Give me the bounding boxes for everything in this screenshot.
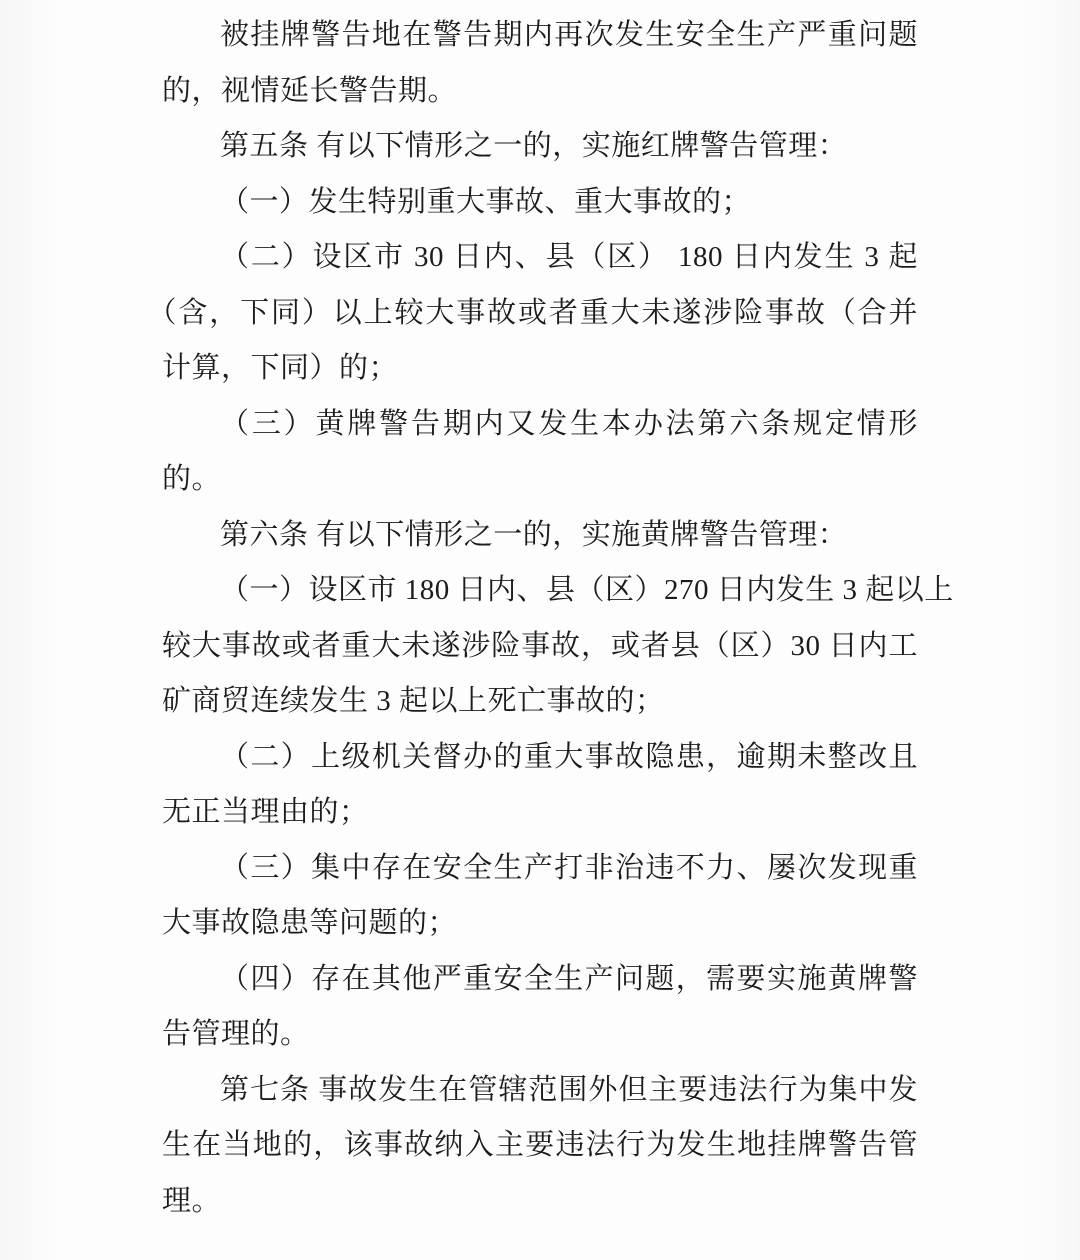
paragraph-article-6 bbox=[162, 508, 918, 564]
text-line: （三）集中存在安全生产打非治违不力、屡次发现重 bbox=[220, 851, 918, 884]
text-line: （一）设区市 180 日内、县（区）270 日内发生 3 起以上 bbox=[220, 574, 954, 606]
text-line: 生在当地的，该事故纳入主要违法行为发生地挂牌警告管 bbox=[162, 1129, 918, 1161]
paragraph-article-7 bbox=[162, 1063, 918, 1230]
text-line: 第五条 有以下情形之一的，实施红牌警告管理： bbox=[220, 130, 848, 162]
text-line: 无正当理由的； bbox=[162, 796, 369, 828]
text-line: （二）设区市 30 日内、县（区） 180 日内发生 3 起 bbox=[220, 241, 918, 273]
text-line: 计算，下同）的； bbox=[162, 352, 399, 384]
paragraph-item-4b bbox=[162, 952, 918, 1063]
text-line: 告管理的。 bbox=[162, 1018, 310, 1050]
text-line: （一）发生特别重大事故、重大事故的； bbox=[220, 185, 752, 218]
text-line: （含，下同）以上较大事故或者重大未遂涉险事故（合并 bbox=[147, 296, 918, 329]
paragraph-item-2b bbox=[162, 730, 918, 841]
text-line: （三）黄牌警告期内又发生本办法第六条规定情形 bbox=[220, 407, 918, 440]
paragraph-item-1 bbox=[162, 175, 918, 231]
text-line: 被挂牌警告地在警告期内再次发生安全生产严重问题 bbox=[220, 19, 918, 51]
paragraph-item-3 bbox=[162, 397, 918, 508]
paragraph-item-1b bbox=[162, 563, 954, 730]
paragraph-article-5 bbox=[162, 119, 918, 175]
text-line: （四）存在其他严重安全生产问题，需要实施黄牌警 bbox=[220, 962, 918, 995]
paragraph-item-3b bbox=[162, 841, 918, 952]
text-line: 的，视情延长警告期。 bbox=[162, 74, 458, 107]
text-line: 理。 bbox=[162, 1184, 222, 1217]
text-line: （二）上级机关督办的重大事故隐患，逾期未整改且 bbox=[220, 740, 918, 773]
text-line: 第六条 有以下情形之一的，实施黄牌警告管理： bbox=[220, 518, 848, 551]
text-line: 的。 bbox=[162, 463, 222, 495]
text-line: 大事故隐患等问题的； bbox=[162, 907, 458, 939]
text-line: 第七条 事故发生在管辖范围外但主要违法行为集中发 bbox=[220, 1073, 918, 1106]
text-line: 较大事故或者重大未遂涉险事故，或者县（区）30 日内工 bbox=[162, 629, 918, 662]
paragraph bbox=[162, 8, 918, 119]
paragraph-item-2 bbox=[147, 230, 918, 397]
text-line: 矿商贸连续发生 3 起以上死亡事故的； bbox=[162, 685, 665, 717]
